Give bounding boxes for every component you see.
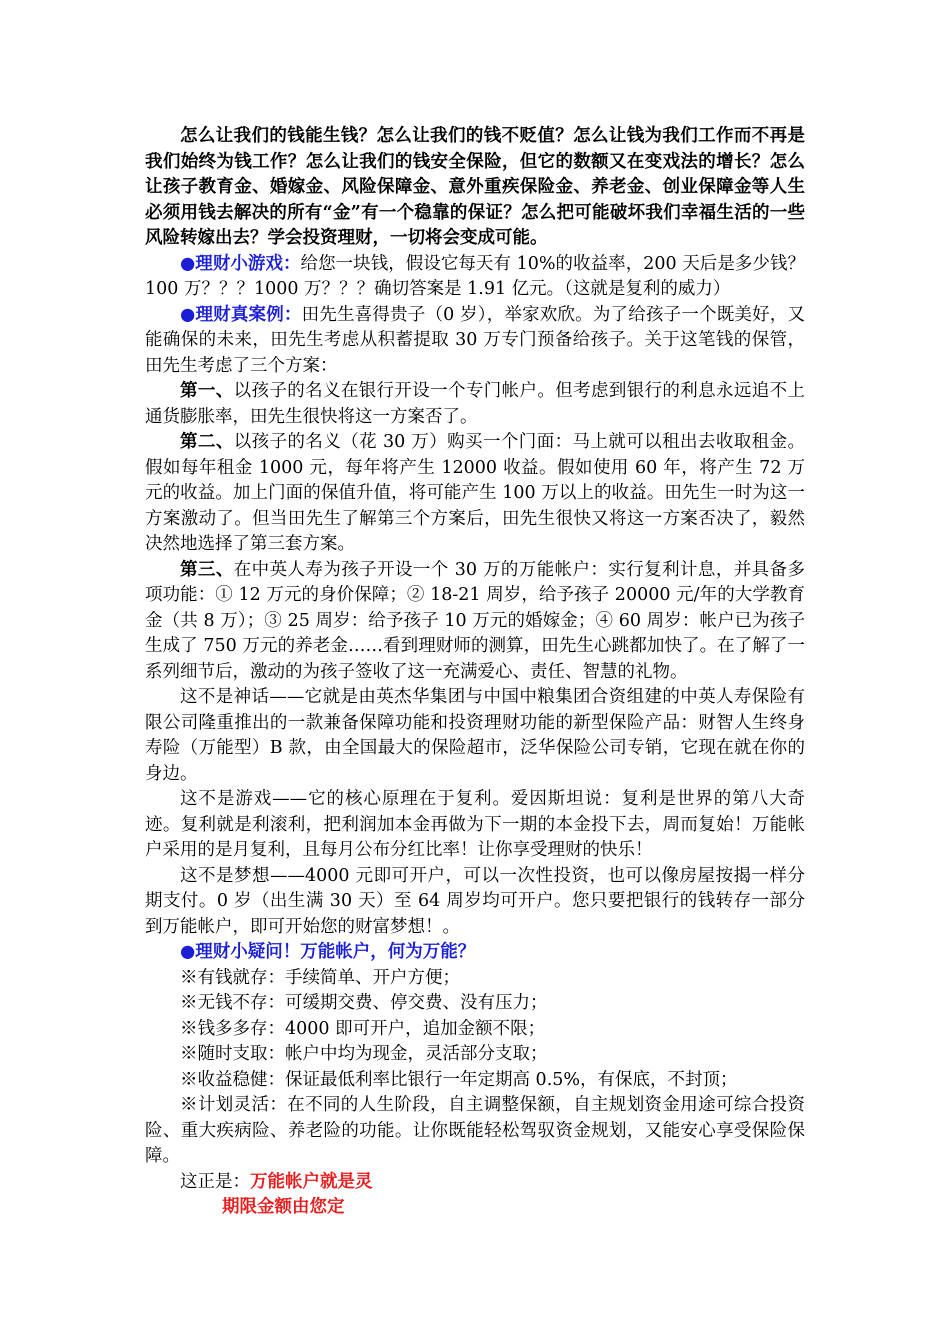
closing-highlight-2: 期限金额由您定 xyxy=(222,1197,345,1217)
feature-item: ※随时支取：帐户中均为现金，灵活部分支取； xyxy=(180,1044,548,1064)
finance-game-text: 给您一块钱，假设它每天有 10%的收益率，200 天后是多少钱？100 万？？？1000 万？？？确切答案是 1.91 亿元。（这就是复利的威力） xyxy=(145,253,805,299)
finance-case-text: 田先生喜得贵子（0 岁），举家欢欣。为了给孩子一个既美好，又能确保的未来，田先生考虑从积蓄提取 30 万专门预备给孩子。关于这笔钱的保管，田先生考虑了三个方案： xyxy=(145,304,805,376)
closing-line-2 xyxy=(145,1195,805,1221)
plan-three-paragraph xyxy=(145,558,805,686)
finance-case-label: ●理财真案例： xyxy=(180,304,302,325)
not-myth-paragraph: 这不是神话——它就是由英杰华集团与中国中粮集团合资组建的中英人寿保险有限公司隆重推出的一款兼备保障功能和投资理财功能的新型保险产品：财智人生终身寿险（万能型）B 款，由全国最大的保险超市，泛华保险公司专销，它现在就在你的身边。 xyxy=(145,687,805,784)
finance-case-paragraph xyxy=(145,303,805,380)
feature-item: ※有钱就存：手续简单、开户方便； xyxy=(180,967,460,988)
not-game-paragraph: 这不是游戏——它的核心原理在于复利。爱因斯坦说：复利是世界的第八大奇迹。复利就是利滚利，把利润加本金再做为下一期的本金投下去，周而复始！万能帐户采用的是月复利，且每月公布分红比率！让你享受理财的快乐！ xyxy=(145,789,805,860)
finance-game-paragraph xyxy=(145,252,805,303)
plan-one-text: 以孩子的名义在银行开设一个专门帐户。但考虑到银行的利息永远追不上通货膨胀率，田先生很快将这一方案否了。 xyxy=(145,381,806,427)
feature-item: ※无钱不存：可缓期交费、停交费、没有压力； xyxy=(180,993,548,1013)
finance-question-heading: ●理财小疑问！万能帐户，何为万能？ xyxy=(180,942,476,962)
plan-three-text: 在中英人寿为孩子开设一个 30 万的万能帐户：实行复利计息，并具备多项功能：① 12 万元的身价保障；② 18-21 周岁，给予孩子 20000 元/年的大学教育金（共 8 万）；③ 25 周岁：给予孩子 10 万元的婚嫁金；④ 60 周岁：帐户已为孩子生成了 750 万元的养老金……看到理财师的测算，田先生心跳都加快了。在了解了一系列细节后，激动的为孩子签收了这一充满爱心、责任、智慧的礼物。 xyxy=(145,559,805,682)
closing-highlight-1: 万能帐户就是灵 xyxy=(250,1171,373,1192)
feature-item: ※收益稳健：保证最低利率比银行一年定期高 0.5%，有保底，不封顶； xyxy=(180,1069,738,1090)
closing-line-1 xyxy=(145,1170,805,1196)
plan-one-label: 第一、 xyxy=(180,381,234,401)
not-dream-paragraph: 这不是梦想——4000 元即可开户，可以一次性投资，也可以像房屋按揭一样分期支付。0 岁（出生满 30 天）至 64 周岁均可开户。您只要把银行的钱转存一部分到万能帐户，即可开始您的财富梦想！。 xyxy=(145,865,805,937)
intro-paragraph: 怎么让我们的钱能生钱？怎么让我们的钱不贬值？怎么让钱为我们工作而不再是我们始终为钱工作？怎么让我们的钱安全保险，但它的数额又在变戏法的增长？怎么让孩子教育金、婚嫁金、风险保障金、意外重疾保险金、养老金、创业保障金等人生必须用钱去解决的所有“金”有一个稳靠的保证？怎么把可能破坏我们幸福生活的一些风险转嫁出去？学会投资理财，一切将会变成可能。 xyxy=(145,126,805,248)
document-body xyxy=(145,124,805,1221)
feature-item: ※计划灵活：在不同的人生阶段，自主调整保额，自主规划资金用途可综合投资险、重大疾病险、养老险的功能。让你既能轻松驾驭资金规划，又能安心享受保险保障。 xyxy=(145,1095,805,1166)
finance-game-label: ●理财小游戏： xyxy=(180,253,301,274)
plan-two-label: 第二、 xyxy=(180,432,234,452)
closing-lead: 这正是： xyxy=(180,1171,250,1192)
plan-one-paragraph xyxy=(145,379,805,430)
plan-two-paragraph xyxy=(145,430,805,558)
plan-three-label: 第三、 xyxy=(180,559,234,580)
feature-item: ※钱多多存：4000 即可开户，追加金额不限； xyxy=(180,1018,546,1039)
plan-two-text: 以孩子的名义（花 30 万）购买一个门面：马上就可以租出去收取租金。假如每年租金 1000 元，每年将产生 12000 收益。假如使用 60 年，将产生 72 万元的收益。加上门面的保值升值，将可能产生 100 万以上的收益。田先生一时为这一方案激动了。但当田先生了解第三个方案后，田先生很快又将这一方案否决了，毅然决然地选择了第三套方案。 xyxy=(145,432,805,554)
